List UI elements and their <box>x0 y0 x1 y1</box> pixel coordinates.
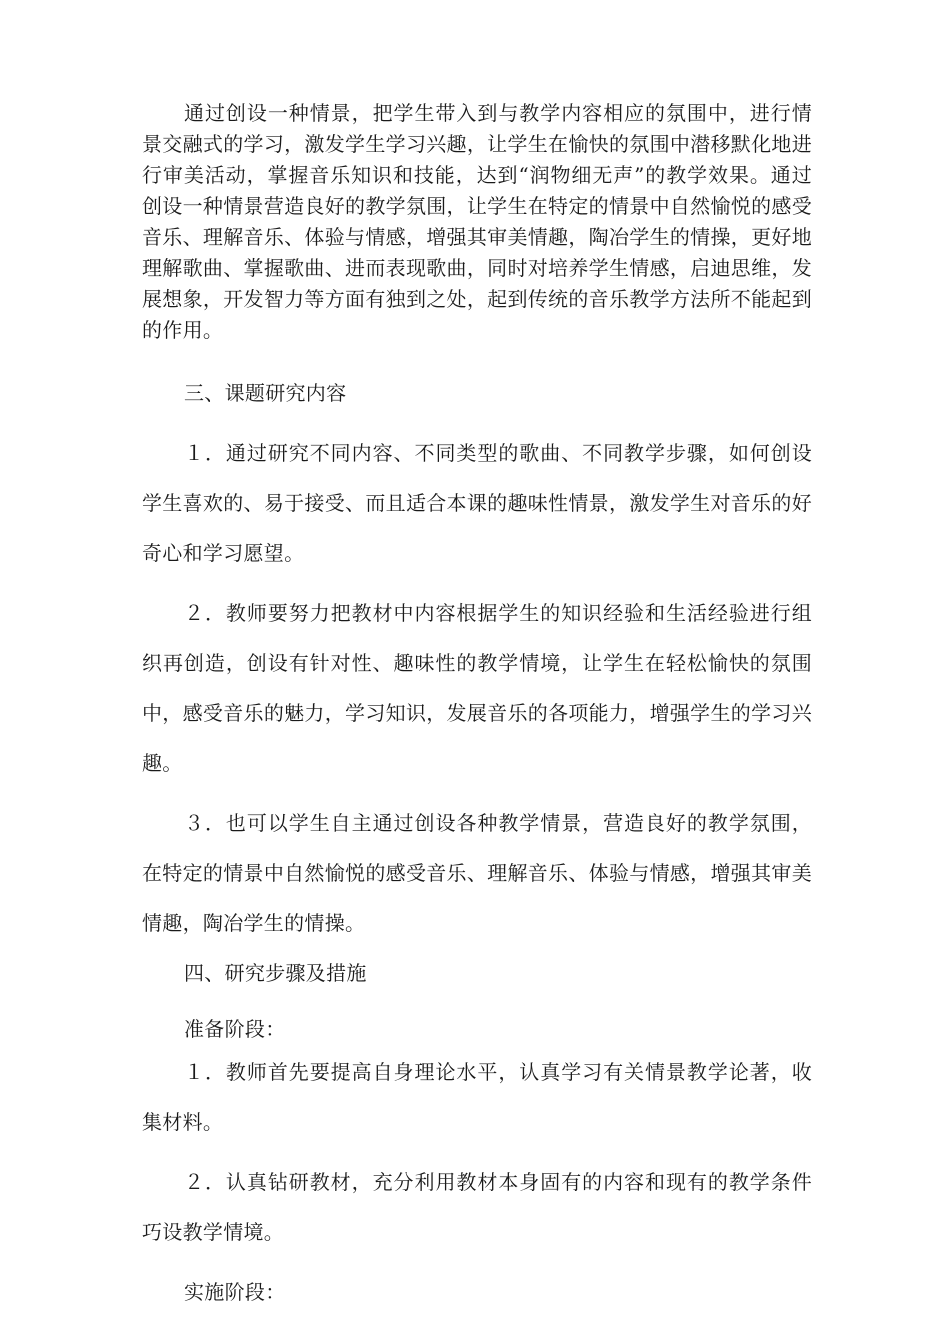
document-body <box>142 98 812 1317</box>
section-3-item-1: １．通过研究不同内容、不同类型的歌曲、不同教学步骤，如何创设学生喜欢的、易于接受、而且适合本课的趣味性情景，激发学生对音乐的好奇心和学习愿望。 <box>142 441 812 565</box>
prep-stage-label: 准备阶段： <box>184 1017 286 1041</box>
section-3-heading: 三、课题研究内容 <box>184 381 347 405</box>
prep-item-1: １．教师首先要提高自身理论水平，认真学习有关情景教学论著，收集材料。 <box>142 1060 812 1134</box>
section-4-heading: 四、研究步骤及措施 <box>184 961 367 985</box>
impl-stage-label: 实施阶段： <box>184 1280 286 1304</box>
intro-paragraph: 通过创设一种情景，把学生带入到与教学内容相应的氛围中，进行情景交融式的学习，激发学生学习兴趣，让学生在愉快的氛围中潜移默化地进行审美活动，掌握音乐知识和技能，达到“润物细无声”的教学效果。通过创设一种情景营造良好的教学氛围，让学生在特定的情景中自然愉悦的感受音乐、理解音乐、体验与情感，增强其审美情趣，陶冶学生的情操，更好地理解歌曲、掌握歌曲、进而表现歌曲，同时对培养学生情感，启迪思维，发展想象，开发智力等方面有独到之处，起到传统的音乐教学方法所不能起到的作用。 <box>142 101 812 342</box>
section-3-item-2: ２．教师要努力把教材中内容根据学生的知识经验和生活经验进行组织再创造，创设有针对性、趣味性的教学情境，让学生在轻松愉快的氛围中，感受音乐的魅力，学习知识，发展音乐的各项能力，增强学生的学习兴趣。 <box>142 601 812 775</box>
prep-item-2: ２．认真钻研教材，充分利用教材本身固有的内容和现有的教学条件巧设教学情境。 <box>142 1170 812 1244</box>
section-3-item-3: ３．也可以学生自主通过创设各种教学情景，营造良好的教学氛围，在特定的情景中自然愉悦的感受音乐、理解音乐、体验与情感，增强其审美情趣，陶冶学生的情操。 <box>142 811 812 935</box>
